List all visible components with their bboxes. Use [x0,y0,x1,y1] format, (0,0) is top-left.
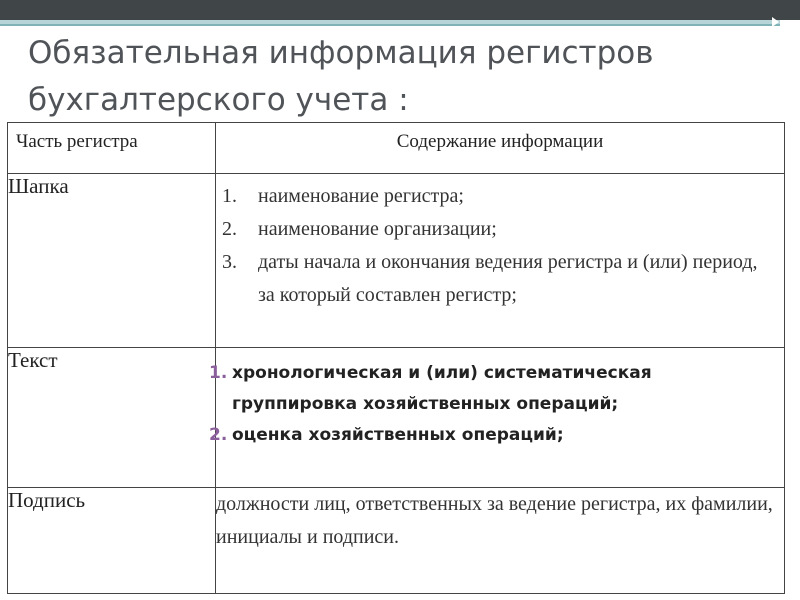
list-number: 2. [222,218,237,240]
title-line-2: бухгалтерского учета : [28,82,409,118]
list-number: 1. [209,363,228,383]
row-label-tekst: Текст [8,348,216,488]
list-item [222,246,776,312]
list-item [222,180,776,213]
row-content-podpis: должности лиц, ответственных за ведение регистра, их фамилии, инициалы и подписи. [216,488,785,594]
table-row [8,488,785,594]
top-decorative-band [0,0,800,32]
band-dark-stripe [0,0,800,20]
list-item-text: наименование регистра; [258,185,464,207]
list-item [222,213,776,246]
row-label-shapka: Шапка [8,174,216,348]
row-label-podpis: Подпись [8,488,216,594]
table-row [8,174,785,348]
list-item-text: оценка хозяйственных операций; [232,425,564,445]
row-content-tekst [209,348,785,488]
header-cell-content: Содержание информации [216,123,785,174]
row-content-shapka [216,174,785,348]
register-info-table [7,122,785,594]
list-number: 2. [209,425,228,445]
list-item [209,358,780,420]
table-row [8,348,785,488]
tekst-list [209,348,784,457]
title-line-1: Обязательная информация регистров [28,35,654,71]
list-number: 1. [222,185,237,207]
list-item-text: наименование организации; [258,218,497,240]
band-accent-line [0,24,780,26]
slide-title [28,30,788,124]
shapka-list [216,174,784,312]
list-item-text: даты начала и окончания ведения регистра и (или) период, за который составлен регистр; [258,251,758,306]
table-header-row [8,123,785,174]
list-number: 3. [222,251,237,273]
list-item [209,420,780,451]
list-item-text: хронологическая и (или) систематическая группировка хозяйственных операций; [232,363,652,414]
header-cell-part: Часть регистра [8,123,216,174]
triangle-arrow-icon [772,17,779,27]
